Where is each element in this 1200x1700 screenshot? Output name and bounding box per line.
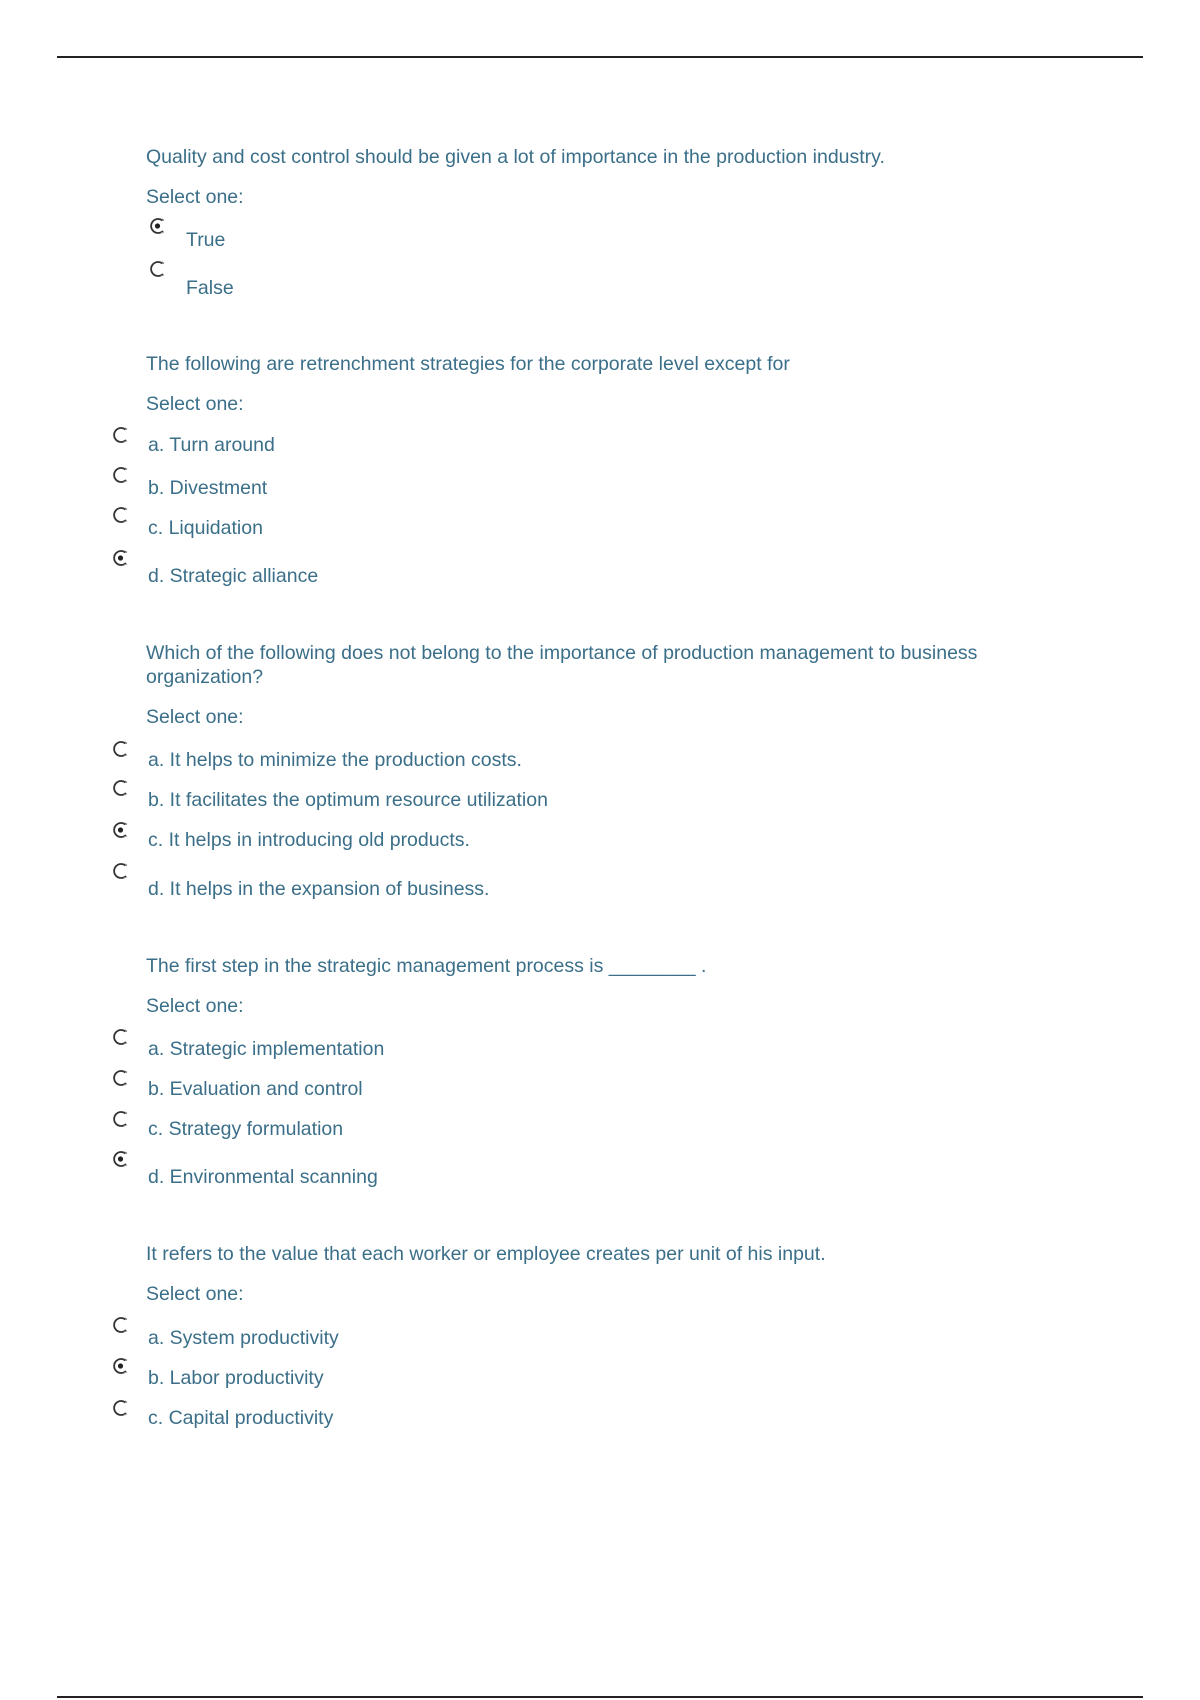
option-label[interactable]: True — [186, 229, 226, 251]
option-label[interactable]: a. Turn around — [148, 434, 275, 456]
radio-button[interactable] — [111, 548, 131, 568]
option-label[interactable]: b. Divestment — [148, 477, 268, 499]
option-label[interactable]: d. It helps in the expansion of business. — [148, 878, 490, 900]
option-label[interactable]: False — [186, 277, 234, 299]
question-text: It refers to the value that each worker or employee creates per unit of his input. — [146, 1243, 826, 1265]
select-one-label: Select one: — [146, 995, 244, 1017]
radio-button[interactable] — [111, 1398, 131, 1418]
question-text: Which of the following does not belong to the importance of production management to business organization? — [146, 642, 978, 688]
radio-button[interactable] — [111, 861, 131, 881]
option-label[interactable]: c. It helps in introducing old products. — [148, 829, 470, 851]
select-one-label: Select one: — [146, 393, 244, 415]
option-label[interactable]: a. It helps to minimize the production costs. — [148, 749, 522, 771]
option-label[interactable]: a. Strategic implementation — [148, 1038, 385, 1060]
question-3 — [146, 641, 1076, 729]
option-label[interactable]: c. Capital productivity — [148, 1407, 334, 1429]
radio-selected-dot — [118, 827, 123, 832]
question-2 — [146, 352, 1076, 416]
option-label[interactable]: c. Strategy formulation — [148, 1118, 344, 1140]
radio-button[interactable] — [111, 778, 131, 798]
radio-button[interactable] — [148, 259, 168, 279]
option-label[interactable]: c. Liquidation — [148, 517, 263, 539]
option-label[interactable]: b. It facilitates the optimum resource utilization — [148, 789, 548, 811]
radio-button[interactable] — [111, 1027, 131, 1047]
radio-button[interactable] — [111, 1149, 131, 1169]
radio-selected-dot — [118, 1156, 123, 1161]
radio-button[interactable] — [111, 425, 131, 445]
option-label[interactable]: b. Evaluation and control — [148, 1078, 363, 1100]
radio-button[interactable] — [111, 505, 131, 525]
radio-selected-dot — [155, 223, 160, 228]
radio-selected-dot — [118, 555, 123, 560]
question-text: Quality and cost control should be given a lot of importance in the production industry. — [146, 146, 885, 168]
question-1 — [146, 145, 1076, 209]
radio-selected-dot — [118, 1363, 123, 1368]
option-label[interactable]: d. Strategic alliance — [148, 565, 319, 587]
option-label[interactable]: d. Environmental scanning — [148, 1166, 378, 1188]
question-text: The following are retrenchment strategies for the corporate level except for — [146, 353, 790, 375]
question-5 — [146, 1242, 1076, 1306]
question-text: The first step in the strategic management process is ________ . — [146, 955, 707, 977]
radio-button[interactable] — [148, 216, 168, 236]
select-one-label: Select one: — [146, 1283, 244, 1305]
option-label[interactable]: b. Labor productivity — [148, 1367, 324, 1389]
select-one-label: Select one: — [146, 186, 244, 208]
radio-button[interactable] — [111, 1315, 131, 1335]
radio-button[interactable] — [111, 739, 131, 759]
radio-button[interactable] — [111, 1068, 131, 1088]
bottom-rule — [57, 1696, 1143, 1698]
top-rule — [57, 56, 1143, 58]
question-4 — [146, 954, 1076, 1018]
radio-button[interactable] — [111, 1109, 131, 1129]
option-label[interactable]: a. System productivity — [148, 1327, 339, 1349]
radio-button[interactable] — [111, 820, 131, 840]
radio-button[interactable] — [111, 465, 131, 485]
radio-button[interactable] — [111, 1356, 131, 1376]
select-one-label: Select one: — [146, 706, 244, 728]
